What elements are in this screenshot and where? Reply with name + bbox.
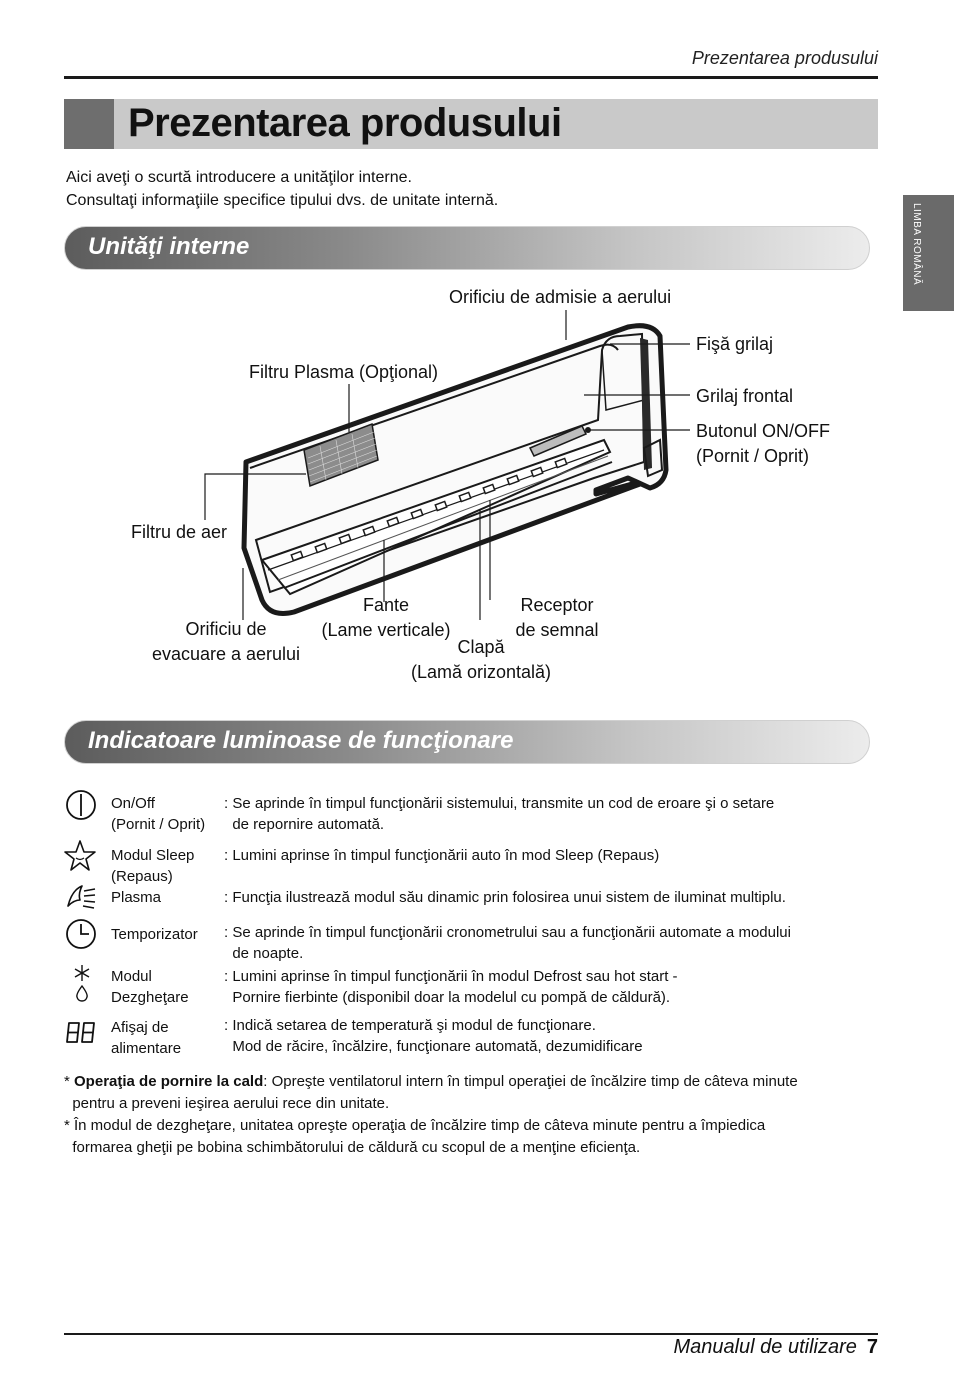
note-hot-start-line1 — [64, 1071, 798, 1093]
label-outlet-line1: Orificiu de — [185, 619, 267, 639]
page-number: 7 — [866, 1336, 878, 1358]
page-title: Prezentarea produsului — [128, 101, 562, 145]
label-outlet-line2: evacuare a aerului — [151, 644, 301, 664]
note-hot-start-line2: pentru a preveni ieşirea aerului rece din unitate. — [64, 1095, 390, 1112]
running-header: Prezentarea produsului — [691, 48, 878, 68]
indicator-desc-timer — [224, 922, 791, 964]
indicator-label-line: Modul — [111, 968, 152, 985]
note-defrost — [64, 1115, 765, 1159]
label-onoff-line2: (Pornit / Oprit) — [696, 446, 810, 466]
intro-text — [66, 166, 498, 212]
indicator-label-timer — [111, 924, 198, 945]
indicator-desc-line: : Se aprinde în timpul funcţionării sistemului, transmite un cod de eroare şi o setare — [224, 795, 775, 812]
indicator-label-line: Modul Sleep — [111, 847, 195, 864]
footer — [560, 1336, 878, 1359]
indicator-label-plasma — [111, 887, 161, 908]
indicator-label-defrost — [111, 966, 189, 1008]
indicator-label-onoff — [111, 793, 205, 835]
display-88-icon — [64, 1020, 98, 1046]
indoor-unit-diagram — [200, 300, 690, 620]
label-front-grille: Grilaj frontal — [696, 386, 794, 406]
label-air-inlet: Orificiu de admisie a aerului — [449, 287, 672, 307]
label-flap-line2: (Lamă orizontală) — [410, 662, 552, 682]
indicator-desc-line: de noapte. — [224, 945, 304, 962]
label-grille-plug: Fişă grilaj — [696, 334, 774, 354]
indicator-desc-onoff — [224, 793, 774, 835]
label-onoff-button — [696, 419, 830, 469]
sleep-star-icon — [63, 839, 97, 873]
label-vanes-line1: Fante — [362, 595, 410, 615]
intro-line: Aici aveţi o scurtă introducere a unităţilor interne. — [66, 169, 412, 186]
indicator-label-line: On/Off — [111, 795, 155, 812]
indicator-desc-line: : Lumini aprinse în timpul funcţionării auto în mod Sleep (Repaus) — [224, 847, 660, 864]
section-title-indoor-units: Unităţi interne — [88, 233, 250, 260]
indicator-desc-line: : Funcţia ilustrează modul său dinamic prin folosirea unui sistem de iluminat multiplu. — [224, 889, 786, 906]
indicator-desc-display — [224, 1015, 643, 1057]
language-tab — [903, 195, 954, 311]
indicator-desc-sleep — [224, 845, 659, 866]
indicator-desc-line: Mod de răcire, încălzire, funcţionare automată, dezumidificare — [224, 1038, 643, 1055]
indicator-label-line: alimentare — [111, 1040, 182, 1057]
note-defrost-line2: formarea gheţii pe bobina schimbătorului de căldură cu scopul de a menţine eficienţa. — [64, 1139, 641, 1156]
intro-line: Consultaţi informaţiile specifice tipului dvs. de unitate internă. — [66, 192, 499, 209]
label-flap-line1: Clapă — [457, 637, 505, 657]
power-icon — [64, 788, 98, 822]
label-flap — [404, 635, 558, 685]
note-defrost-line1: * În modul de dezgheţare, unitatea opreşte operaţia de încălzire timp de câteva minute pentru a împiedica — [64, 1117, 766, 1134]
defrost-icon — [70, 963, 94, 1003]
label-vanes-line2: (Lame verticale) — [321, 620, 451, 640]
footer-manual-title: Manualul de utilizare — [673, 1336, 857, 1358]
indicator-desc-line: : Indică setarea de temperatură şi modul de funcţionare. — [224, 1017, 596, 1034]
indicator-desc-line: : Lumini aprinse în timpul funcţionării în modul Defrost sau hot start - — [224, 968, 678, 985]
label-onoff-line1: Butonul ON/OFF — [696, 421, 831, 441]
indicator-desc-plasma — [224, 887, 786, 908]
indicator-label-display — [111, 1017, 181, 1059]
label-air-outlet — [146, 617, 306, 667]
note-hot-start — [64, 1071, 798, 1115]
note-text: : Opreşte ventilatorul intern în timpul operaţiei de încălzire timp de câteva minute — [263, 1073, 798, 1090]
indicator-label-line: Afişaj de — [111, 1019, 169, 1036]
plasma-icon — [64, 880, 98, 914]
indicator-label-line: (Repaus) — [111, 868, 173, 885]
language-tab-label: LIMBA ROMÂNĂ — [911, 203, 922, 286]
footer-rule — [64, 1333, 878, 1335]
indicator-label-sleep — [111, 845, 194, 887]
header-rule — [64, 76, 878, 79]
label-air-filter: Filtru de aer — [131, 522, 228, 542]
indicator-desc-line: Pornire fierbinte (disponibil doar la modelul cu pompă de căldură). — [224, 989, 671, 1006]
timer-clock-icon — [64, 917, 98, 951]
section-title-indicators: Indicatoare luminoase de funcţionare — [88, 727, 514, 754]
indicator-desc-defrost — [224, 966, 678, 1008]
indicator-label-line: Plasma — [111, 889, 162, 906]
note-bold-term: Operaţia de pornire la cald — [74, 1073, 264, 1090]
note-bullet: * — [64, 1073, 75, 1090]
title-block — [64, 99, 114, 149]
indicator-label-line: Temporizator — [111, 926, 198, 943]
label-plasma-filter: Filtru Plasma (Opţional) — [249, 362, 439, 382]
indicator-label-line: Dezgheţare — [111, 989, 189, 1006]
label-receiver-line2: de semnal — [515, 620, 599, 640]
indicator-desc-line: de repornire automată. — [224, 816, 385, 833]
indicator-desc-line: : Se aprinde în timpul funcţionării cronometrului sau a funcţionării automate a modului — [224, 924, 791, 941]
label-receiver-line1: Receptor — [520, 595, 594, 615]
indicator-label-line: (Pornit / Oprit) — [111, 816, 206, 833]
